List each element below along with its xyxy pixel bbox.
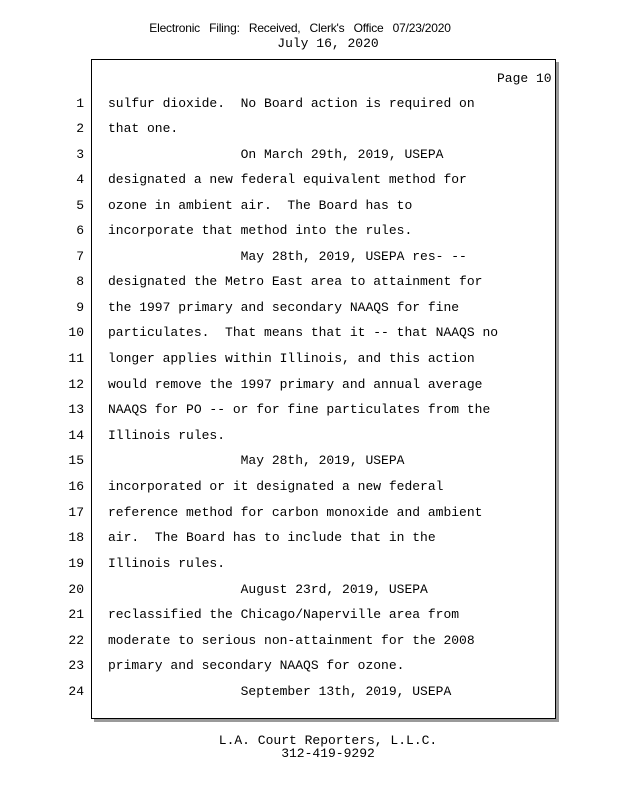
reporter-phone: 312-419-9292	[281, 746, 375, 761]
line-number: 1	[76, 96, 84, 111]
line-number: 18	[68, 530, 84, 545]
line-number: 13	[68, 402, 84, 417]
line-number: 21	[68, 607, 84, 622]
transcript-line: particulates. That means that it -- that NAAQS no	[108, 325, 499, 340]
line-number: 12	[68, 377, 84, 392]
transcript-line: incorporated or it designated a new federal	[108, 479, 444, 494]
line-number: 15	[68, 453, 84, 468]
line-number: 11	[68, 351, 84, 366]
line-number: 8	[76, 274, 84, 289]
transcript-line: May 28th, 2019, USEPA	[108, 453, 405, 468]
transcript-line: Illinois rules.	[108, 428, 226, 443]
line-number: 3	[76, 147, 84, 162]
transcript-line: NAAQS for PO -- or for fine particulates from the	[108, 402, 491, 417]
transcript-date: July 16, 2020	[277, 36, 379, 51]
transcript-line: designated a new federal equivalent method for	[108, 172, 467, 187]
transcript-line: sulfur dioxide. No Board action is required on	[108, 96, 475, 111]
line-number: 17	[68, 505, 84, 520]
line-number: 7	[76, 249, 84, 264]
reporter-company: L.A. Court Reporters, L.L.C.	[218, 733, 438, 748]
transcript-line: designated the Metro East area to attainment for	[108, 274, 483, 289]
line-number: 23	[68, 658, 84, 673]
line-number: 14	[68, 428, 84, 443]
transcript-line: moderate to serious non-attainment for the 2008	[108, 633, 475, 648]
page-number: Page 10	[497, 71, 552, 86]
line-number: 5	[76, 198, 84, 213]
line-number: 4	[76, 172, 84, 187]
line-number: 2	[76, 121, 84, 136]
transcript-line: ozone in ambient air. The Board has to	[108, 198, 413, 213]
line-number: 24	[68, 684, 84, 699]
transcript-line: primary and secondary NAAQS for ozone.	[108, 658, 405, 673]
line-number: 6	[76, 223, 84, 238]
line-number: 16	[68, 479, 84, 494]
line-number: 22	[68, 633, 84, 648]
transcript-line: longer applies within Illinois, and this action	[108, 351, 475, 366]
transcript-line: that one.	[108, 121, 179, 136]
line-number: 9	[76, 300, 84, 315]
transcript-line: reclassified the Chicago/Naperville area from	[108, 607, 460, 622]
transcript-line: air. The Board has to include that in the	[108, 530, 436, 545]
line-number: 10	[68, 325, 84, 340]
line-number: 19	[68, 556, 84, 571]
transcript-line: reference method for carbon monoxide and ambient	[108, 505, 483, 520]
transcript-line: would remove the 1997 primary and annual average	[108, 377, 483, 392]
transcript-line: Illinois rules.	[108, 556, 226, 571]
line-number: 20	[68, 582, 84, 597]
transcript-line: May 28th, 2019, USEPA res- --	[108, 249, 467, 264]
transcript-line: the 1997 primary and secondary NAAQS for fine	[108, 300, 460, 315]
transcript-line: incorporate that method into the rules.	[108, 223, 413, 238]
transcript-line: August 23rd, 2019, USEPA	[108, 582, 428, 597]
filing-stamp: Electronic Filing: Received, Clerk's Office 07/23/2020	[149, 21, 451, 35]
transcript-line: On March 29th, 2019, USEPA	[108, 147, 444, 162]
transcript-line: September 13th, 2019, USEPA	[108, 684, 452, 699]
